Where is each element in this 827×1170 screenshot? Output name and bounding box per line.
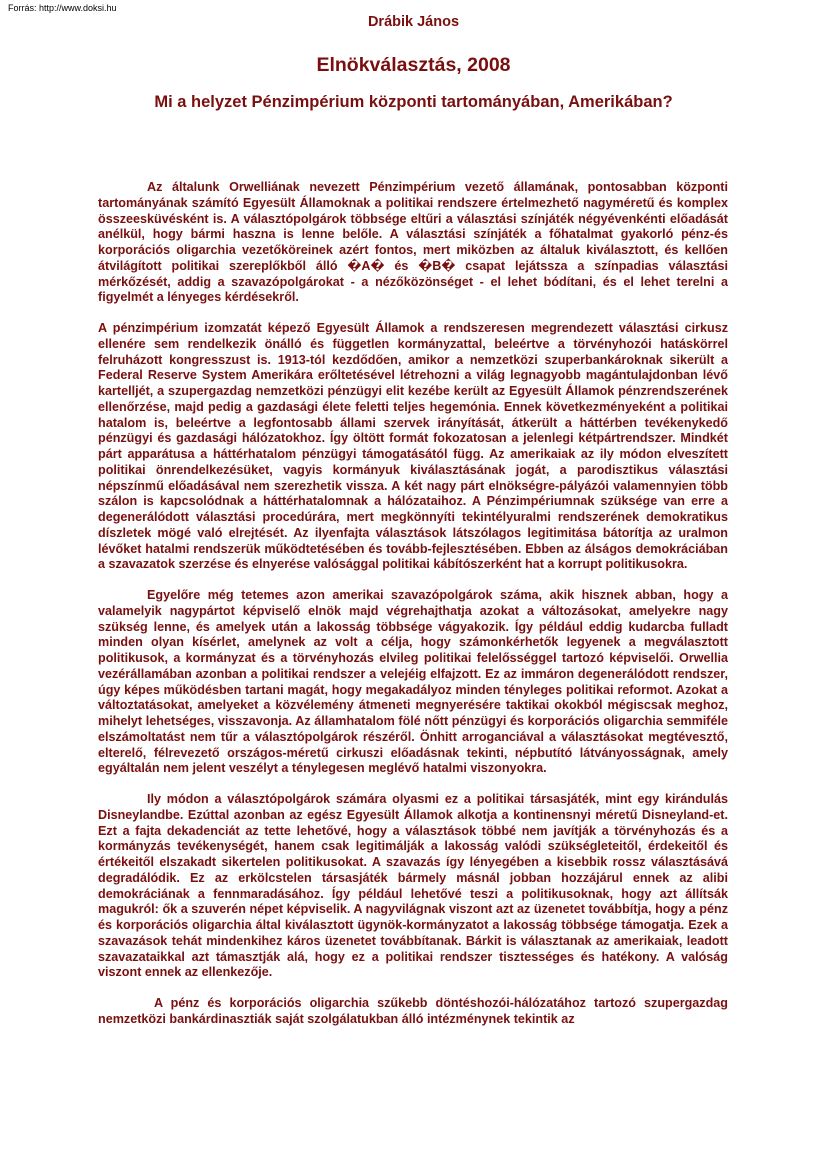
page-subtitle: Mi a helyzet Pénzimpérium központi tartományában, Amerikában? <box>154 93 673 111</box>
paragraph-3: Egyelőre még tetemes azon amerikai szavazópolgárok száma, akik hisznek abban, hogy a valamelyik nagypártot képviselő elnök majd végrehajthatja azokat a változásokat, amelyekre nagy szükség lenne, és amelyek után a lakosság többsége vágyakozik. Így például eddig kudarcba fulladt minden olyan kísérlet, amelynek az volt a célja, hogy számonkérhetők legyenek a megválasztott politikusok, a kormányzat és a törvényhozás elvileg politikai felelősséggel tartozó képviselői. Orwellia vezérállamában azonban a politikai rendszer a velejéig elfajzott. Ez az immáron degenerálódott rendszer, úgy képes működésben tartani magát, hogy megakadályoz minden tényleges politikai reformot. Azokat a változtatásokat, amelyeket a közvélemény átmeneti megnyerésére taktikai okokból mégiscsak meghoz, mihelyt lehetséges, visszavonja. Az államhatalom fölé nőtt pénzügyi és korporációs oligarchia semmiféle elszámoltatást nem tűr a választópolgárok részéről. Önhitt arroganciával a választásokat megtévesztő, elterelő, félrevezető országos-méretű cirkuszi előadásnak tekinti, népbutító látványosságnak, amely egyáltalán nem jelent veszélyt a ténylegesen meglévő hatalmi viszonyokra. <box>98 588 728 776</box>
article-body <box>98 180 728 1043</box>
source-label: Forrás: http://www.doksi.hu <box>8 3 117 13</box>
author-name: Drábik János <box>367 14 460 30</box>
paragraph-4: Ily módon a választópolgárok számára olyasmi ez a politikai társasjáték, mint egy kirándulás Disneylandbe. Ezúttal azonban az egész Egyesült Államok alkotja a kontinensnyi méretű Disneyland-et. Ezt a fajta dekadenciát az tette lehetővé, hogy a választások többé nem javítják a törvényhozás és a kormányzás tevékenységét, hanem csak legitimálják a lakosság valódi szükségleteitől, érdekeitől és értékeitől elszakadt sikertelen politikusokat. A szavazás így lényegében a kisebbik rossz választásává degradálódik. Ez az erkölcstelen társasjáték bármely másnál jobban hozzájárul ennek az alibi demokráciának a fennmaradásához. Így például lehetővé teszi a politikusoknak, hogy azt állítsák magukról: ők a szuverén népet képviselik. A nagyvilágnak viszont azt az üzenetet továbbítja, hogy a pénz és korporációs oligarchia által kiválasztott ügynök-kormányzatot a lakosság többsége támogatja. Ezek a szavazások tehát mindenkihez káros üzenetet továbbítanak. Bárkit is választanak az amerikaiak, leadott szavazataikkal azt támasztják alá, hogy ez a politikai rendszer tisztességes és hatékony. A valóság viszont ennek az ellenkezője. <box>98 792 728 980</box>
paragraph-1: Az általunk Orwelliának nevezett Pénzimpérium vezető államának, pontosabban központi tartományának számító Egyesült Államoknak a politikai rendszere értelmezhető nagyméretű és komplex összeesküvésként is. A választópolgárok többsége eltűri a választási színjáték négyévenkénti előadását anélkül, hogy bármi haszna is lenne belőle. A választási színjáték a főhatalmat gyakorló pénz-és korporációs oligarchia vezetőköreinek azért fontos, mert miközben az általuk kiválasztott, és kellően átvilágított politikai szereplőkből álló �A� és �B� csapat lejátssza a színpadias választási mérkőzését, addig a szavazópolgárokat - a nézőközönséget - el lehet bódítani, és el lehet terelni a figyelmét a lényeges kérdésekről. <box>98 180 728 305</box>
paragraph-5: A pénz és korporációs oligarchia szűkebb döntéshozói-hálózatához tartozó szupergazdag nemzetközi bankárdinasztiák saját szolgálatukban álló intézménynek tekintik az <box>98 996 728 1026</box>
paragraph-2: A pénzimpérium izomzatát képező Egyesült Államok a rendszeresen megrendezett választási cirkusz ellenére sem rendelkezik önálló és független kormányzattal, beleértve a törvényhozói hatáskörrel felruházott kongresszust is. 1913-tól kezdődően, amikor a nemzetközi szuperbankároknak sikerült a Federal Reserve System Amerikára erőltetésével létrehozni a világ legnagyobb magántulajdonban lévő kartelljét, a szupergazdag nemzetközi pénzügyi elit kezébe került az Egyesült Államok pénzrendszerének ellenőrzése, majd pedig a gazdasági élete feletti teljes hegemónia. Ennek következményeként a politikai hatalom is, beleértve a legfontosabb állami szervek irányítását, átkerült a háttérben tevékenykedő pénzügyi és gazdasági hálózatokhoz. Így öltött formát fokozatosan a jelenlegi kétpártrendszer. Mindkét párt apparátusa a háttérhatalom pénzügyi támogatásától függ. Az amerikaiak az ily módon elveszített politikai önrendelkezésüket, vagyis kormányuk kiválasztásának jogát, a parodisztikus választási népszínmű előadásával nem szerezhetik vissza. A két nagy párt elnökségre-pályázói valamennyien több szálon is kapcsolódnak a háttérhatalomnak a hálózataihoz. A Pénzimpériumnak szüksége van erre a degenerálódott választási procedúrára, mert megkönnyíti tekintélyuralmi rendszerének demokratikus díszletek mögé való elrejtését. Az ilyenfajta választások látszólagos legitimitása bátorítja az uralmon lévőket hatalmi rendszerük működtetésében és tovább-fejlesztésében. Ebben az álságos demokráciában a szavazatok szerzése és elnyerése valósággal politikai kábítószerként hat a korrupt politikusokra. <box>98 321 728 572</box>
page-title: Elnökválasztás, 2008 <box>316 54 511 76</box>
